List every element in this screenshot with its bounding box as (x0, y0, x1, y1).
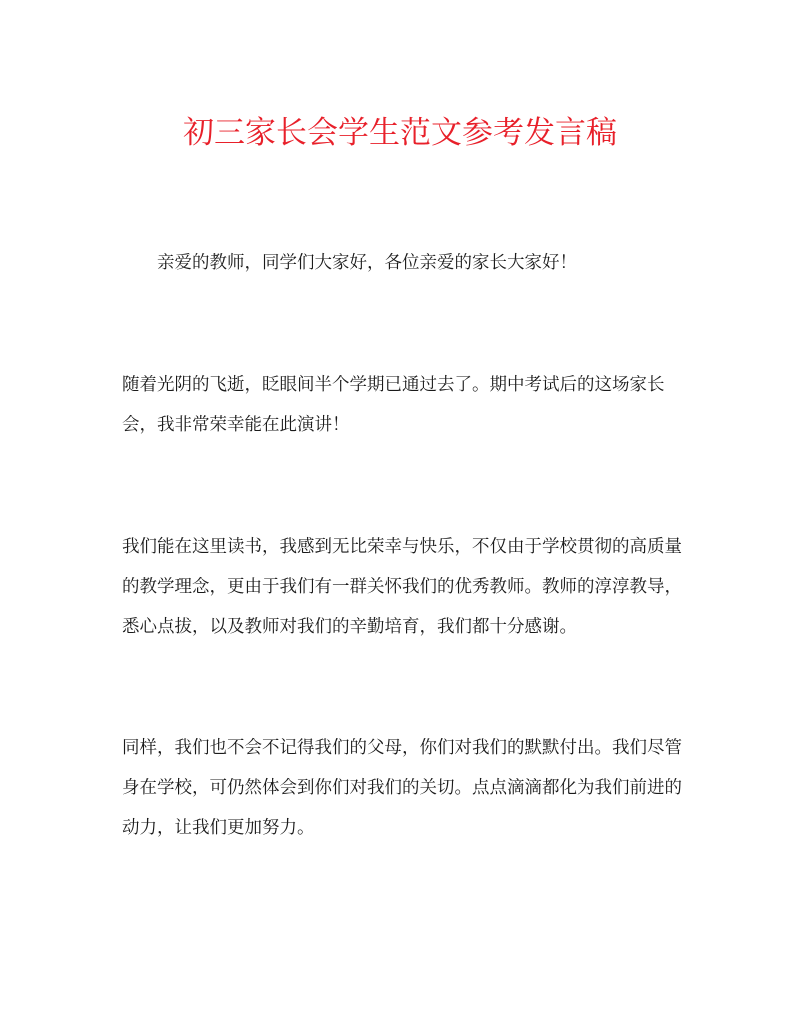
paragraph-greeting: 亲爱的教师，同学们大家好，各位亲爱的家长大家好！ (157, 253, 577, 273)
document-title: 初三家长会学生范文参考发言稿 (183, 115, 617, 151)
paragraph-teachers: 我们能在这里读书，我感到无比荣幸与快乐，不仅由于学校贯彻的高质量的教学理念，更由于我们有一群关怀我们的优秀教师。教师的淳淳教导，悉心点拔，以及教师对我们的辛勤培育，我们都十分感谢。 (122, 537, 682, 637)
paragraph-intro: 随着光阴的飞逝，眨眼间半个学期已通过去了。期中考试后的这场家长会，我非常荣幸能在此演讲！ (122, 375, 665, 435)
paragraph-parents: 同样，我们也不会不记得我们的父母，你们对我们的默默付出。我们尽管身在学校，可仍然体会到你们对我们的关切。点点滴滴都化为我们前进的动力，让我们更加努力。 (122, 738, 682, 838)
